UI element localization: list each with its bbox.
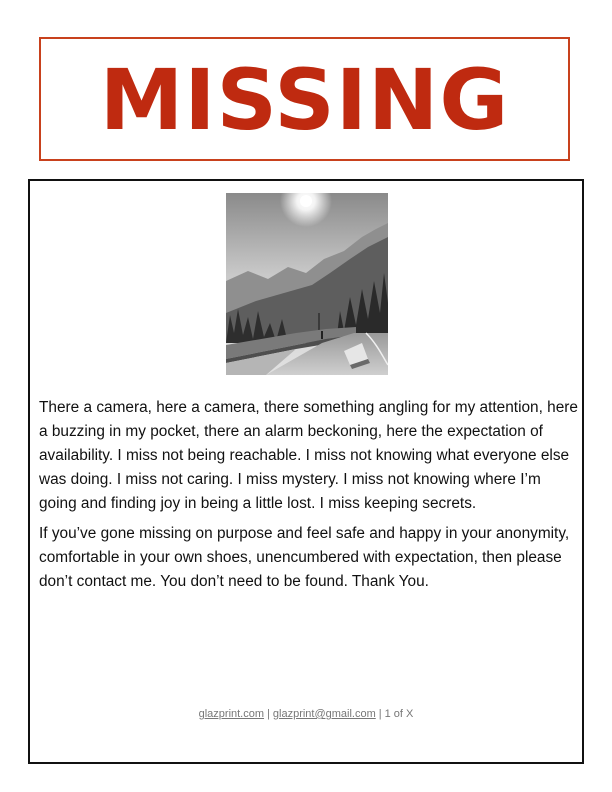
email-link[interactable]: glazprint@gmail.com: [272, 708, 376, 720]
footer-separator-1: |: [267, 708, 270, 720]
photo-graphic: [226, 193, 388, 375]
page-number: 1 of X: [384, 708, 414, 720]
website-link[interactable]: glazprint.com: [198, 708, 265, 720]
paragraph-1: There a camera, here a camera, there something angling for my attention, here a buzzing in my pocket, there an alarm beckoning, here the expectation of availability. I miss not being reachable. I miss not knowing what everyone else was doing. I miss not caring. I miss mystery. I miss not knowing where I’m going and finding joy in being a little lost. I miss keeping secrets.: [39, 399, 578, 512]
paragraph-2: If you’ve gone missing on purpose and feel safe and happy in your anonymity, comfortable in your own shoes, unencumbered with expectation, then please don’t contact me. You don’t need to be found. Thank You.: [39, 525, 570, 590]
page-title: MISSING: [99, 51, 510, 149]
footer-separator-2: |: [378, 708, 382, 720]
header-banner: [39, 37, 570, 161]
footer: [30, 708, 582, 720]
content-frame: [28, 179, 584, 764]
mountain-road-photo: [226, 193, 388, 375]
body-text: [39, 396, 579, 600]
